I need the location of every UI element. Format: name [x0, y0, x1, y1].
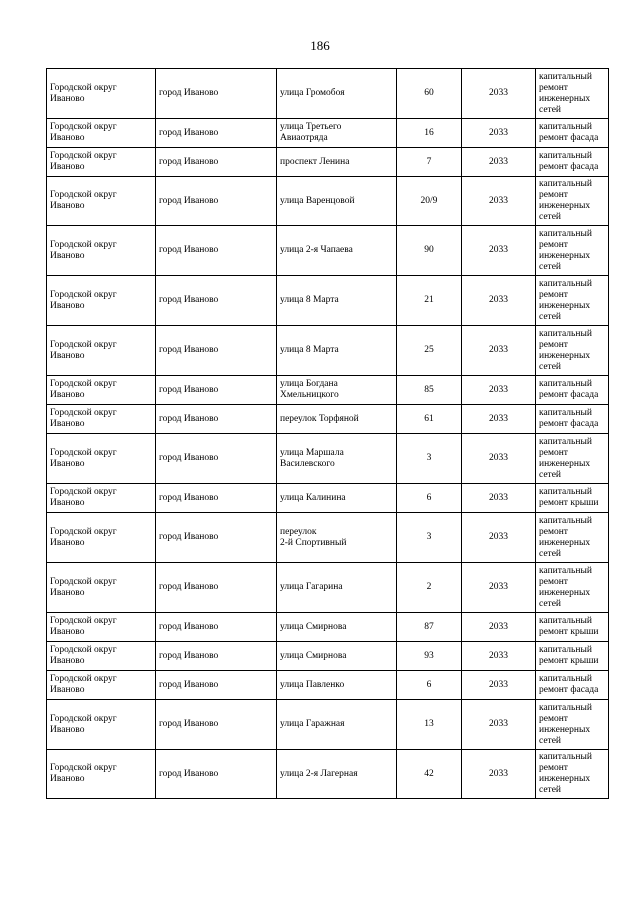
- settlement-cell: город Иваново: [156, 484, 277, 513]
- settlement-cell: город Иваново: [156, 513, 277, 563]
- settlement-cell: город Иваново: [156, 405, 277, 434]
- table-row: [47, 671, 609, 700]
- buildings-repair-table: [46, 68, 609, 799]
- work-type-cell: капитальный ремонт инженерных сетей: [536, 513, 609, 563]
- municipality-cell: Городской округ Иваново: [47, 177, 156, 226]
- house-number-cell: 93: [397, 642, 462, 671]
- work-type-cell: капитальный ремонт инженерных сетей: [536, 563, 609, 613]
- table-row: [47, 148, 609, 177]
- municipality-cell: Городской округ Иваново: [47, 226, 156, 276]
- work-type-cell: капитальный ремонт крыши: [536, 484, 609, 513]
- settlement-cell: город Иваново: [156, 326, 277, 376]
- house-number-cell: 3: [397, 513, 462, 563]
- year-cell: 2033: [462, 700, 536, 750]
- year-cell: 2033: [462, 613, 536, 642]
- work-type-cell: капитальный ремонт фасада: [536, 405, 609, 434]
- municipality-cell: Городской округ Иваново: [47, 671, 156, 700]
- street-cell: [277, 750, 397, 799]
- year-cell: 2033: [462, 484, 536, 513]
- settlement-cell: город Иваново: [156, 119, 277, 148]
- year-cell: 2033: [462, 376, 536, 405]
- street-line: улица 2-я Чапаева: [280, 245, 353, 255]
- house-number-cell: 90: [397, 226, 462, 276]
- street-line: переулок: [280, 526, 317, 537]
- street-line: улица 8 Марта: [280, 295, 339, 305]
- work-type-cell: капитальный ремонт инженерных сетей: [536, 276, 609, 326]
- table-row: [47, 484, 609, 513]
- settlement-cell: город Иваново: [156, 671, 277, 700]
- year-cell: 2033: [462, 148, 536, 177]
- work-type-cell: капитальный ремонт инженерных сетей: [536, 226, 609, 276]
- municipality-cell: Городской округ Иваново: [47, 484, 156, 513]
- municipality-cell: Городской округ Иваново: [47, 700, 156, 750]
- table-row: [47, 613, 609, 642]
- table-row: [47, 434, 609, 484]
- street-cell: [277, 69, 397, 119]
- street-cell: [277, 513, 397, 563]
- street-cell: [277, 405, 397, 434]
- house-number-cell: 61: [397, 405, 462, 434]
- municipality-cell: Городской округ Иваново: [47, 405, 156, 434]
- street-cell: [277, 700, 397, 750]
- work-type-cell: капитальный ремонт инженерных сетей: [536, 750, 609, 799]
- year-cell: 2033: [462, 69, 536, 119]
- work-type-cell: капитальный ремонт инженерных сетей: [536, 700, 609, 750]
- settlement-cell: город Иваново: [156, 226, 277, 276]
- table-row: [47, 177, 609, 226]
- street-line: проспект Ленина: [280, 156, 350, 167]
- house-number-cell: 7: [397, 148, 462, 177]
- year-cell: 2033: [462, 226, 536, 276]
- year-cell: 2033: [462, 276, 536, 326]
- street-cell: [277, 642, 397, 671]
- table-row: [47, 513, 609, 563]
- settlement-cell: город Иваново: [156, 700, 277, 750]
- municipality-cell: Городской округ Иваново: [47, 642, 156, 671]
- year-cell: 2033: [462, 513, 536, 563]
- street-line: переулок Торфяной: [280, 413, 359, 424]
- street-cell: [277, 326, 397, 376]
- year-cell: 2033: [462, 177, 536, 226]
- street-line: улица Богдана: [280, 379, 338, 389]
- street-line: улица 8 Марта: [280, 345, 339, 355]
- table-row: [47, 700, 609, 750]
- street-line: улица Калинина: [280, 492, 346, 503]
- street-line: улица Павленко: [280, 679, 345, 690]
- settlement-cell: город Иваново: [156, 177, 277, 226]
- work-type-cell: капитальный ремонт фасада: [536, 119, 609, 148]
- street-cell: [277, 484, 397, 513]
- work-type-cell: капитальный ремонт крыши: [536, 613, 609, 642]
- table-row: [47, 69, 609, 119]
- street-line: 2-й Спортивный: [280, 537, 347, 548]
- table-row: [47, 119, 609, 148]
- street-line: улица Гаражная: [280, 719, 345, 729]
- house-number-cell: 6: [397, 484, 462, 513]
- table-row: [47, 405, 609, 434]
- table-row: [47, 326, 609, 376]
- street-line: улица Громобоя: [280, 88, 345, 98]
- municipality-cell: Городской округ Иваново: [47, 434, 156, 484]
- year-cell: 2033: [462, 326, 536, 376]
- settlement-cell: город Иваново: [156, 613, 277, 642]
- work-type-cell: капитальный ремонт инженерных сетей: [536, 177, 609, 226]
- year-cell: 2033: [462, 671, 536, 700]
- house-number-cell: 6: [397, 671, 462, 700]
- municipality-cell: Городской округ Иваново: [47, 513, 156, 563]
- street-line: улица Смирнова: [280, 621, 347, 632]
- street-cell: [277, 563, 397, 613]
- year-cell: 2033: [462, 563, 536, 613]
- municipality-cell: Городской округ Иваново: [47, 613, 156, 642]
- work-type-cell: капитальный ремонт фасада: [536, 671, 609, 700]
- street-line: Хмельницкого: [280, 390, 339, 400]
- street-cell: [277, 226, 397, 276]
- street-line: улица Третьего: [280, 122, 342, 132]
- house-number-cell: 25: [397, 326, 462, 376]
- page-number: 186: [310, 38, 330, 53]
- street-line: улица Гагарина: [280, 582, 343, 592]
- street-line: Василевского: [280, 458, 335, 469]
- work-type-cell: капитальный ремонт фасада: [536, 148, 609, 177]
- municipality-cell: Городской округ Иваново: [47, 119, 156, 148]
- settlement-cell: город Иваново: [156, 276, 277, 326]
- house-number-cell: 85: [397, 376, 462, 405]
- street-cell: [277, 613, 397, 642]
- house-number-cell: 13: [397, 700, 462, 750]
- table-row: [47, 376, 609, 405]
- house-number-cell: 42: [397, 750, 462, 799]
- table-row: [47, 226, 609, 276]
- street-line: улица 2-я Лагерная: [280, 768, 358, 779]
- work-type-cell: капитальный ремонт инженерных сетей: [536, 434, 609, 484]
- street-cell: [277, 376, 397, 405]
- year-cell: 2033: [462, 119, 536, 148]
- street-cell: [277, 276, 397, 326]
- work-type-cell: капитальный ремонт фасада: [536, 376, 609, 405]
- house-number-cell: 16: [397, 119, 462, 148]
- work-type-cell: капитальный ремонт инженерных сетей: [536, 69, 609, 119]
- table-row: [47, 642, 609, 671]
- street-line: улица Маршала: [280, 447, 344, 458]
- municipality-cell: Городской округ Иваново: [47, 148, 156, 177]
- house-number-cell: 3: [397, 434, 462, 484]
- street-line: улица Смирнова: [280, 650, 347, 661]
- table-row: [47, 750, 609, 799]
- work-type-cell: капитальный ремонт инженерных сетей: [536, 326, 609, 376]
- municipality-cell: Городской округ Иваново: [47, 750, 156, 799]
- house-number-cell: 20/9: [397, 177, 462, 226]
- street-cell: [277, 119, 397, 148]
- municipality-cell: Городской округ Иваново: [47, 563, 156, 613]
- street-cell: [277, 434, 397, 484]
- street-line: улица Варенцовой: [280, 195, 355, 206]
- work-type-cell: капитальный ремонт крыши: [536, 642, 609, 671]
- municipality-cell: Городской округ Иваново: [47, 69, 156, 119]
- settlement-cell: город Иваново: [156, 642, 277, 671]
- street-line: Авиаотряда: [280, 133, 328, 143]
- settlement-cell: город Иваново: [156, 750, 277, 799]
- municipality-cell: Городской округ Иваново: [47, 276, 156, 326]
- street-cell: [277, 177, 397, 226]
- house-number-cell: 2: [397, 563, 462, 613]
- settlement-cell: город Иваново: [156, 148, 277, 177]
- settlement-cell: город Иваново: [156, 434, 277, 484]
- street-cell: [277, 148, 397, 177]
- house-number-cell: 21: [397, 276, 462, 326]
- municipality-cell: Городской округ Иваново: [47, 326, 156, 376]
- table-row: [47, 276, 609, 326]
- settlement-cell: город Иваново: [156, 563, 277, 613]
- municipality-cell: Городской округ Иваново: [47, 376, 156, 405]
- year-cell: 2033: [462, 750, 536, 799]
- table-body: [47, 69, 609, 799]
- street-cell: [277, 671, 397, 700]
- year-cell: 2033: [462, 642, 536, 671]
- year-cell: 2033: [462, 405, 536, 434]
- settlement-cell: город Иваново: [156, 376, 277, 405]
- house-number-cell: 87: [397, 613, 462, 642]
- table-row: [47, 563, 609, 613]
- year-cell: 2033: [462, 434, 536, 484]
- house-number-cell: 60: [397, 69, 462, 119]
- settlement-cell: город Иваново: [156, 69, 277, 119]
